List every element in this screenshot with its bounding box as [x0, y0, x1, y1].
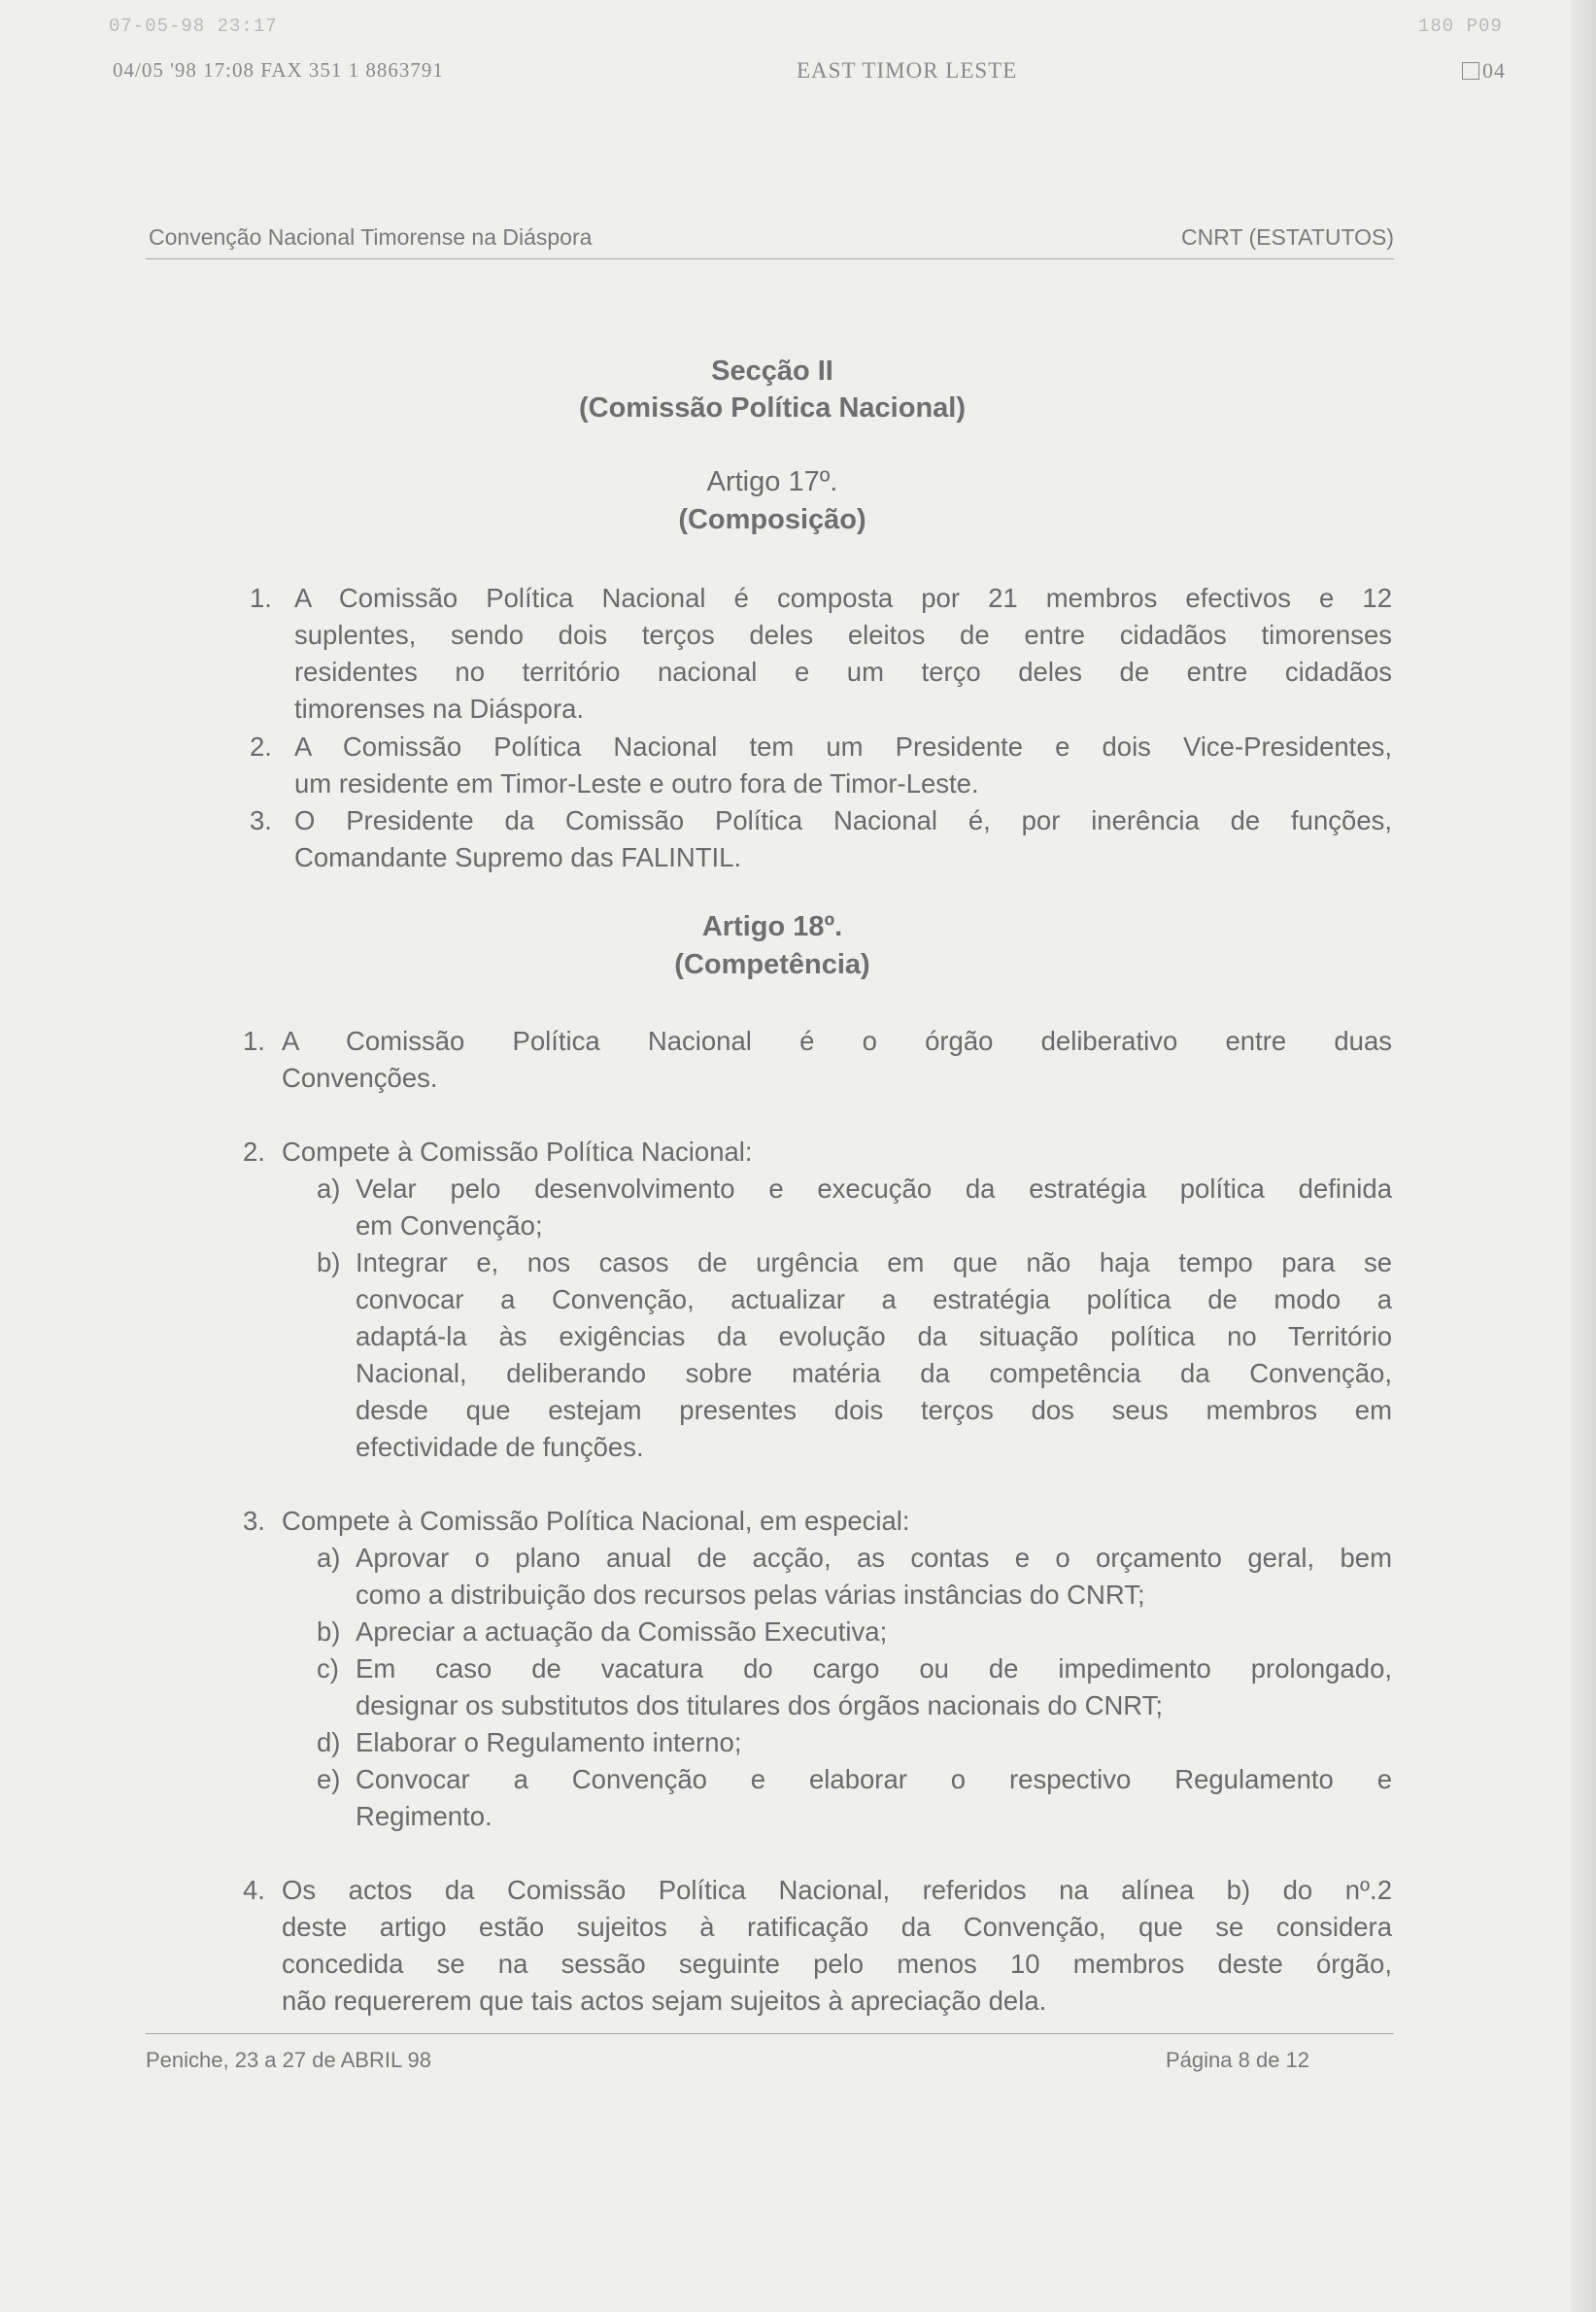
article-18-paragraph-3-item-b: b) Apreciar a actuação da Comissão Executiva; — [317, 1616, 888, 1647]
article-18-paragraph-1: 1. A Comissão Política Nacional é o órgão deliberativo entre duas Convenções. — [243, 1026, 1392, 1093]
fax-transmission-line: 04/05 '98 17:08 FAX 351 1 8863791 — [113, 58, 444, 82]
article-18-paragraph-3-item-c: c) Em caso de vacatura do cargo ou de impedimento prolongado, designar os substitutos dos titulares dos órgãos nacionais do CNRT; — [317, 1653, 1392, 1720]
article-18-paragraph-2-item-b: b) Integrar e, nos casos de urgência em que não haja tempo para se convocar a Convenção, actualizar a estratégia política de modo a adaptá-la às exigências da evolução da situação política no Território Nacional, deliberando sobre matéria da competência da Convenção, desde que estejam presentes dois terços dos seus membros em efectividade de funções. — [317, 1247, 1392, 1462]
footer-location-date: Peniche, 23 a 27 de ABRIL 98 — [146, 2048, 431, 2072]
fax-page-icon — [1462, 62, 1479, 80]
footer-page-number: Página 8 de 12 — [1166, 2048, 1310, 2072]
article-17-title: Artigo 17º. — [706, 466, 838, 497]
header-document-title: CNRT (ESTATUTOS) — [1181, 224, 1394, 250]
fax-sender-name: EAST TIMOR LESTE — [797, 58, 1018, 83]
footer-divider — [146, 2033, 1394, 2034]
article-18-paragraph-2-intro: 2. Compete à Comissão Política Nacional: — [243, 1137, 753, 1167]
header-organization: Convenção Nacional Timorense na Diáspora — [149, 224, 593, 250]
running-header — [146, 221, 1394, 259]
scan-edge-shadow — [1571, 0, 1596, 2312]
article-17-item-2: 2. A Comissão Política Nacional tem um Presidente e dois Vice-Presidentes, um residente em Timor-Leste e outro fora de Timor-Leste. — [250, 731, 1392, 799]
article-18-paragraph-3-intro: 3. Compete à Comissão Política Nacional, em especial: — [243, 1506, 910, 1536]
article-18-title: Artigo 18º. — [701, 911, 843, 942]
article-18-paragraph-3-item-a: a) Aprovar o plano anual de acção, as contas e o orçamento geral, bem como a distribuição dos recursos pelas várias instâncias do CNRT; — [317, 1543, 1392, 1610]
section-title: Secção II — [711, 356, 833, 387]
section-subtitle: (Comissão Política Nacional) — [578, 392, 967, 424]
fax-page-number: 04 — [1462, 58, 1506, 84]
article-18-paragraph-3-item-d: d) Elaborar o Regulamento interno; — [317, 1727, 742, 1757]
article-18-paragraph-3-item-e: e) Convocar a Convenção e elaborar o respectivo Regulamento e Regimento. — [317, 1764, 1392, 1831]
article-18-paragraph-4: 4. Os actos da Comissão Política Nacional, referidos na alínea b) do nº.2 deste artigo estão sujeitos à ratificação da Convenção, que se considera concedida se na sessão seguinte pelo menos 10 membros deste órgão, não requererem que tais actos sejam sujeitos à apreciação dela. — [243, 1875, 1392, 2016]
fax-timestamp-top: 07-05-98 23:17 — [109, 16, 278, 37]
article-17-item-1: 1. A Comissão Política Nacional é composta por 21 membros efectivos e 12 suplentes, sendo dois terços deles eleitos de entre cidadãos timorenses residentes no território nacional e um terço deles de entre cidadãos timorenses na Diáspora. — [250, 583, 1392, 724]
article-18-subtitle: (Competência) — [674, 949, 870, 980]
article-17-subtitle: (Composição) — [678, 504, 866, 535]
fax-page-code: 180 P09 — [1418, 16, 1503, 37]
article-18-paragraph-2-item-a: a) Velar pelo desenvolvimento e execução da estratégia política definida em Convenção; — [317, 1173, 1392, 1241]
article-17-item-3: 3. O Presidente da Comissão Política Nacional é, por inerência de funções, Comandante Supremo das FALINTIL. — [250, 805, 1392, 872]
